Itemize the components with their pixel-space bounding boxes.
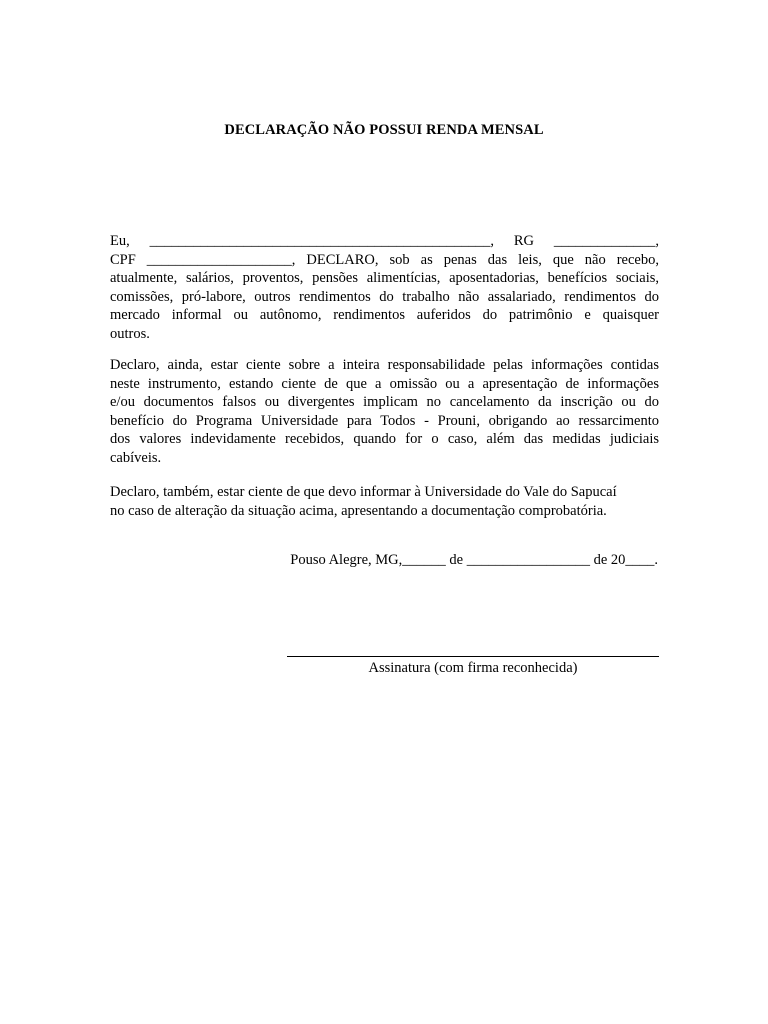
paragraph-line: no caso de alteração da situação acima, apresentando a documentação comprobatória. [110, 502, 607, 519]
place-date-line: Pouso Alegre, MG,______ de _________________ de 20____. [290, 552, 658, 568]
signature-line [287, 656, 659, 657]
document-title: DECLARAÇÃO NÃO POSSUI RENDA MENSAL [224, 122, 544, 138]
paragraph-line: dos valores indevidamente recebidos, quando for o caso, além das medidas judiciais [110, 431, 659, 448]
paragraph-line: outros. [110, 325, 150, 342]
paragraph-responsibility [110, 356, 659, 468]
paragraph-notification [110, 483, 659, 520]
paragraph-line: neste instrumento, estando ciente de que a omissão ou a apresentação de informações [110, 375, 659, 392]
paragraph-declaration [110, 232, 659, 344]
signature-caption: Assinatura (com firma reconhecida) [368, 660, 578, 676]
paragraph-line: Declaro, ainda, estar ciente sobre a inteira responsabilidade pelas informações contidas [110, 357, 659, 373]
paragraph-line: Declaro, também, estar ciente de que devo informar à Universidade do Vale do Sapucaí [110, 484, 617, 500]
paragraph-line: comissões, pró-labore, outros rendimentos do trabalho não assalariado, rendimentos do [110, 288, 659, 305]
paragraph-line: e/ou documentos falsos ou divergentes implicam no cancelamento da inscrição ou do [110, 394, 659, 411]
paragraph-line: benefício do Programa Universidade para Todos - Prouni, obrigando ao ressarcimento [110, 412, 659, 429]
paragraph-line: CPF ____________________, DECLARO, sob as penas das leis, que não recebo, [110, 251, 659, 268]
paragraph-line: Eu, _______________________________________________, RG ______________, [110, 233, 659, 249]
paragraph-line: atualmente, salários, proventos, pensões alimentícias, aposentadorias, benefícios sociais, [110, 270, 659, 287]
paragraph-line: cabíveis. [110, 449, 162, 466]
paragraph-line: mercado informal ou autônomo, rendimentos auferidos do patrimônio e quaisquer [110, 307, 659, 324]
